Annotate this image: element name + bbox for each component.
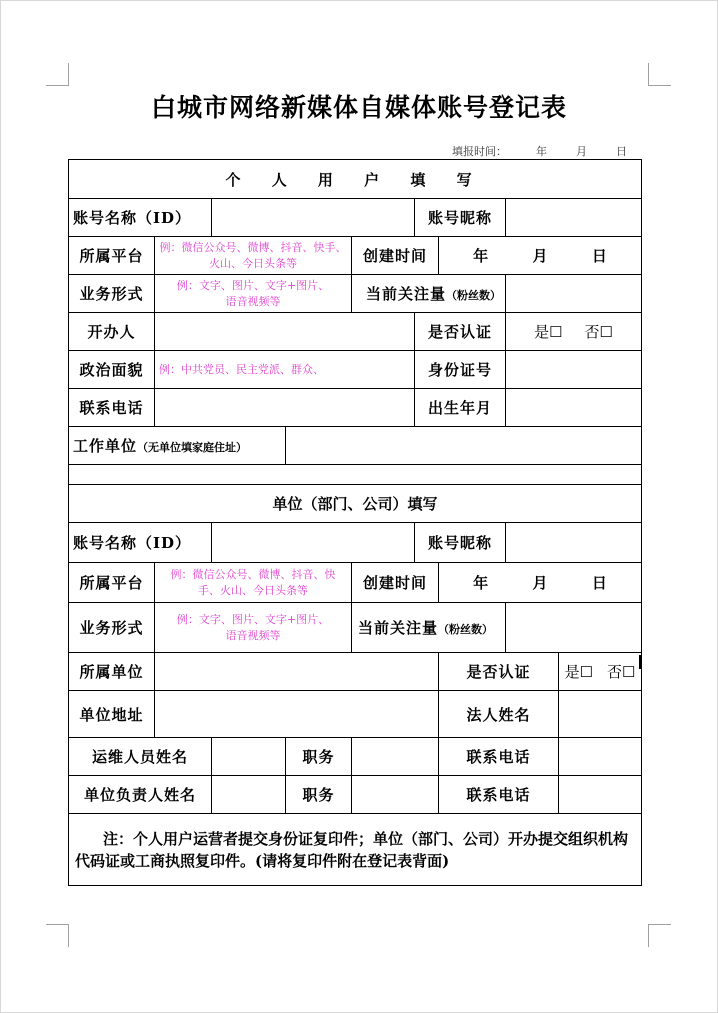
personal-followers-field[interactable] — [506, 275, 642, 313]
unit-platform-hint-2: 手、火山、今日头条等 — [198, 583, 308, 597]
personal-created-field[interactable] — [439, 237, 642, 275]
corner-mark-bottom-left — [46, 924, 69, 947]
submission-note — [69, 814, 642, 886]
personal-id-number-label: 身份证号 — [415, 351, 506, 389]
unit-business-label: 业务形式 — [69, 603, 155, 653]
fill-date-day: 日 — [616, 145, 627, 158]
unit-account-name-label: 账号名称（ID） — [69, 523, 212, 563]
personal-business-field[interactable] — [155, 275, 352, 313]
personal-platform-hint-1: 例：微信公众号、微博、抖音、快手、 — [159, 240, 347, 254]
unit-head-name-label: 单位负责人姓名 — [69, 776, 212, 814]
unit-org-label: 所属单位 — [69, 653, 155, 691]
personal-work-unit-field[interactable] — [286, 427, 642, 465]
unit-business-hint-1: 例：文字、图片、文字+图片、 — [176, 612, 330, 626]
personal-political-field[interactable] — [155, 351, 415, 389]
unit-ops-phone-label: 联系电话 — [439, 738, 559, 776]
personal-business-hint-1: 例：文字、图片、文字+图片、 — [176, 278, 330, 292]
unit-ops-position-label: 职务 — [286, 738, 352, 776]
personal-platform-field[interactable] — [155, 237, 352, 275]
document-title: 白城市网络新媒体自媒体账号登记表 — [150, 93, 567, 122]
unit-account-name-field[interactable] — [212, 523, 415, 563]
personal-phone-label: 联系电话 — [69, 389, 155, 427]
personal-account-name-field[interactable] — [212, 199, 415, 237]
personal-birth-field[interactable] — [506, 389, 642, 427]
unit-business-field[interactable] — [155, 603, 352, 653]
unit-platform-field[interactable] — [155, 563, 352, 603]
unit-business-hint-2: 语音视频等 — [225, 628, 281, 642]
personal-certified-no-checkbox[interactable]: 否☐ — [584, 323, 613, 341]
personal-nickname-label: 账号昵称 — [415, 199, 506, 237]
personal-phone-field[interactable] — [155, 389, 415, 427]
personal-certified-yes-checkbox[interactable]: 是☐ — [534, 323, 563, 341]
unit-created-field[interactable] — [439, 563, 642, 603]
personal-work-unit-label: 工作单位（无单位填家庭住址） — [69, 427, 286, 465]
unit-org-field[interactable] — [155, 653, 439, 691]
unit-ops-name-field[interactable] — [212, 738, 286, 776]
personal-platform-label: 所属平台 — [69, 237, 155, 275]
submission-note-text: 注：个人用户运营者提交身份证复印件；单位（部门、公司）开办提交组织机构代码证或工商执照复印件。(请将复印件附在登记表背面) — [75, 829, 629, 870]
unit-legal-rep-field[interactable] — [559, 691, 642, 738]
unit-head-phone-label: 联系电话 — [439, 776, 559, 814]
unit-nickname-label: 账号昵称 — [415, 523, 506, 563]
unit-created-year: 年 — [473, 574, 489, 592]
personal-certified-label: 是否认证 — [415, 313, 506, 351]
section-spacer-row — [69, 465, 642, 485]
fill-date-month: 月 — [576, 145, 587, 158]
corner-mark-top-left — [46, 63, 69, 86]
corner-mark-top-right — [648, 63, 671, 86]
unit-platform-label: 所属平台 — [69, 563, 155, 603]
unit-certified-label: 是否认证 — [439, 653, 559, 691]
personal-business-label: 业务形式 — [69, 275, 155, 313]
unit-head-name-field[interactable] — [212, 776, 286, 814]
personal-operator-label: 开办人 — [69, 313, 155, 351]
fill-date-line — [452, 143, 642, 159]
personal-platform-hint-2: 火山、今日头条等 — [209, 256, 297, 270]
fill-date-label: 填报时间： — [452, 145, 507, 158]
personal-nickname-field[interactable] — [506, 199, 642, 237]
personal-political-label: 政治面貌 — [69, 351, 155, 389]
unit-head-position-label: 职务 — [286, 776, 352, 814]
unit-followers-field[interactable] — [506, 603, 642, 653]
unit-ops-position-field[interactable] — [352, 738, 439, 776]
unit-platform-hint-1: 例：微信公众号、微博、抖音、快 — [170, 567, 336, 581]
personal-operator-field[interactable] — [155, 313, 415, 351]
unit-created-month: 月 — [532, 574, 548, 592]
unit-ops-name-label: 运维人员姓名 — [69, 738, 212, 776]
personal-created-year: 年 — [473, 247, 489, 265]
personal-created-month: 月 — [532, 247, 548, 265]
personal-followers-label: 当前关注量（粉丝数） — [352, 275, 506, 313]
personal-section-heading: 个 人 用 户 填 写 — [69, 160, 642, 199]
unit-certified-no-checkbox[interactable]: 否☐ — [607, 663, 636, 681]
unit-nickname-field[interactable] — [506, 523, 642, 563]
personal-created-label: 创建时间 — [352, 237, 439, 275]
unit-ops-phone-field[interactable] — [559, 738, 642, 776]
registration-form-table — [68, 159, 642, 886]
personal-created-day: 日 — [591, 247, 607, 265]
corner-mark-bottom-right — [648, 924, 671, 947]
unit-address-label: 单位地址 — [69, 691, 155, 738]
unit-created-label: 创建时间 — [352, 563, 439, 603]
unit-section-heading: 单位（部门、公司）填写 — [69, 485, 642, 523]
unit-followers-label: 当前关注量（粉丝数） — [352, 603, 506, 653]
personal-id-number-field[interactable] — [506, 351, 642, 389]
unit-head-position-field[interactable] — [352, 776, 439, 814]
fill-date-year: 年 — [536, 145, 547, 158]
personal-certified-field — [506, 313, 642, 351]
unit-certified-field — [559, 653, 642, 691]
unit-certified-yes-checkbox[interactable]: 是☐ — [564, 663, 594, 681]
personal-account-name-label: 账号名称（ID） — [69, 199, 212, 237]
unit-head-phone-field[interactable] — [559, 776, 642, 814]
personal-birth-label: 出生年月 — [415, 389, 506, 427]
unit-legal-rep-label: 法人姓名 — [439, 691, 559, 738]
unit-created-day: 日 — [591, 574, 607, 592]
personal-business-hint-2: 语音视频等 — [225, 294, 281, 308]
unit-address-field[interactable] — [155, 691, 439, 738]
personal-political-hint: 例：中共党员、民主党派、群众、 — [159, 362, 324, 376]
